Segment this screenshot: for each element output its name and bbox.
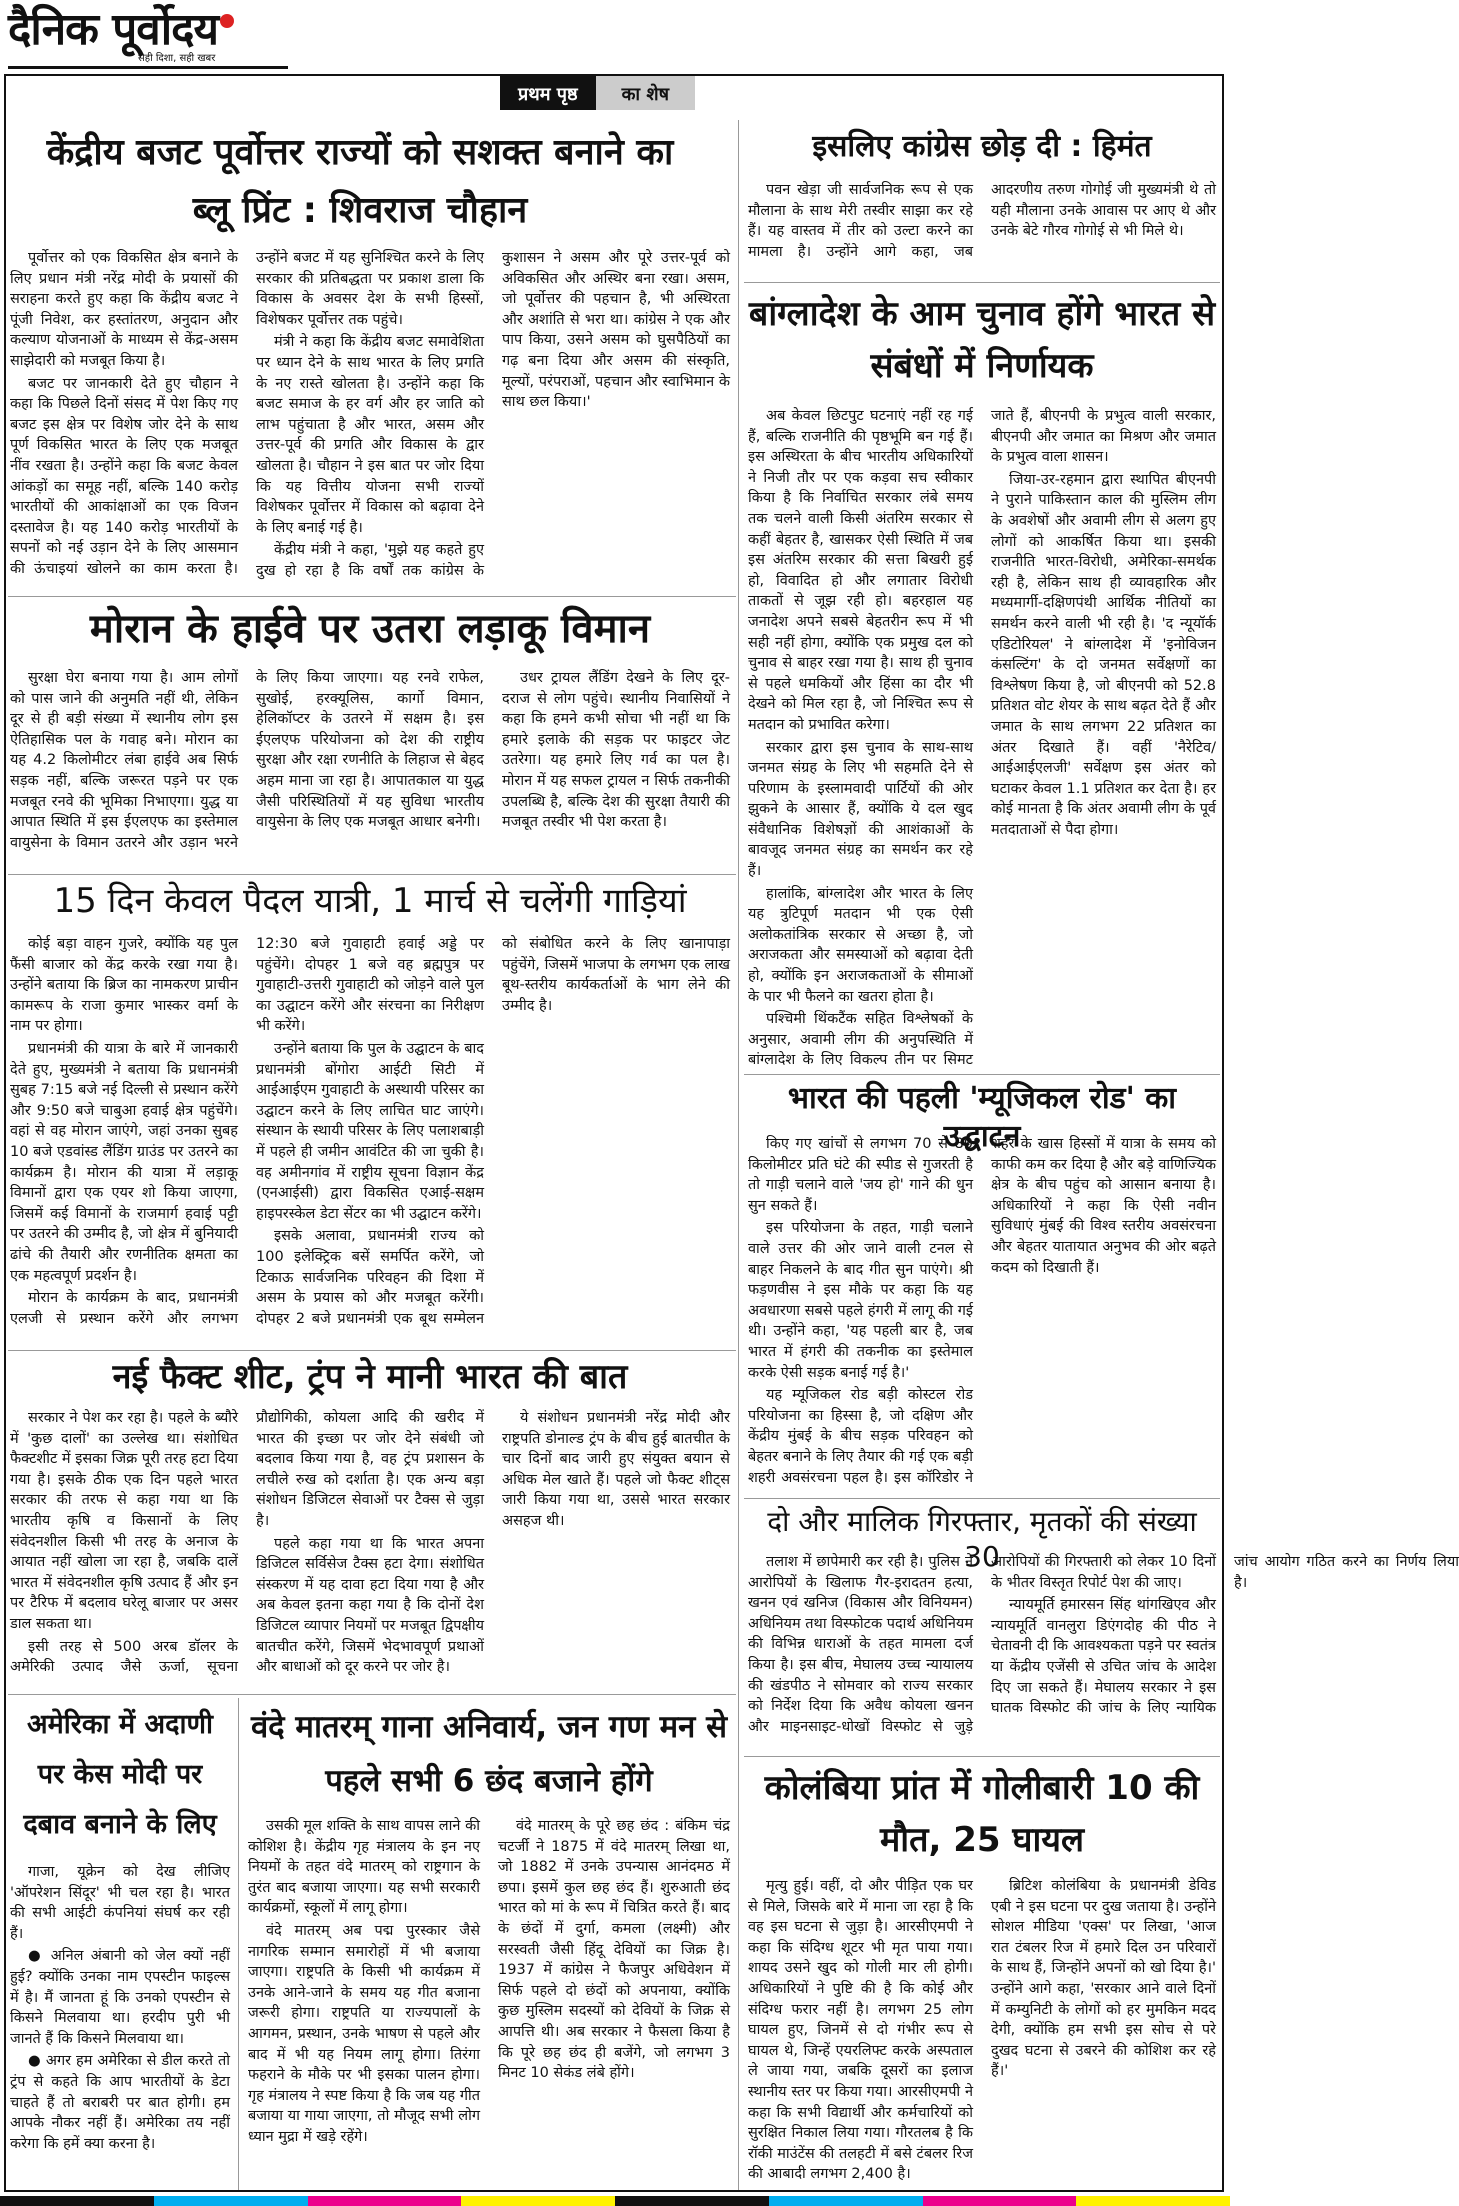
article-musical-road	[748, 1134, 1216, 1494]
paragraph: तलाश में छापेमारी कर रही है। पुलिस ने आरोपियों के खिलाफ गैर-इरादतन हत्या, खनन एवं खनिज (विकास और विनियमन) अधिनियम तथा विस्फोटक पदार्थ अधिनियम की विभिन्न धाराओं के तहत मामला दर्ज किया है। इस बीच, मेघालय उच्च न्यायालय की खंडपीठ ने सोमवार को राज्य सरकार को निर्देश दिया कि अवैध कोयला खनन और माइनसाइट-धोखों विस्फोट से जुड़े आरोपियों की गिरफ्तारी को लेकर 10 दिनों के भीतर विस्तृत रिपोर्ट पेश की जाए।	[748, 1554, 1216, 1735]
section-divider	[8, 1694, 736, 1695]
paragraph: मंत्री ने कहा कि केंद्रीय बजट समावेशिता पर ध्यान देने के साथ भारत के लिए प्रगति के नए रास्ते खोलता है। उन्होंने कहा कि बजट समाज के हर वर्ग और हर जाति को लाभ पहुंचाता है और भारत, असम और उत्तर-पूर्व की प्रगति और विकास के द्वार खोलता है। चौहान ने इस बात पर जोर दिया कि यह वित्तीय योजना सभी राज्यों विशेषकर पूर्वोत्तर में विकास को बढ़ावा देने के लिए बनाई गई है।	[256, 334, 484, 536]
article-arrests	[748, 1552, 1459, 1752]
article-budget	[10, 248, 730, 592]
section-divider	[744, 282, 1220, 283]
paragraph: उधर ट्रायल लैंडिंग देखने के लिए दूर-दराज से लोग पहुंचे। स्थानीय निवासियों ने कहा कि हमने कभी सोचा भी नहीं था कि हमारे इलाके की सड़क पर फाइटर जेट उतरेगा। यह हमारे लिए गर्व का पल है। मोरान में यह सफल ट्रायल न सिर्फ तकनीकी उपलब्धि है, बल्कि देश की सुरक्षा तैयारी की मजबूत तस्वीर भी पेश करता है।	[502, 670, 730, 831]
paragraph: ये संशोधन प्रधानमंत्री नरेंद्र मोदी और राष्ट्रपति डोनाल्ड ट्रंप के बीच हुई बातचीत के चार दिनों बाद जारी हुए संयुक्त बयान से अधिक मेल खाते हैं। पहले जो फैक्ट शीट्स जारी किया गया था, उससे भारत सरकार असहज थी।	[502, 1410, 730, 1529]
article-vande-mataram	[248, 1816, 730, 2188]
section-divider	[744, 1756, 1220, 1757]
paragraph: पहले कहा गया था कि भारत अपना डिजिटल सर्विसेज टैक्स हटा देगा। संशोधित संस्करण में यह दावा हटा दिया गया है और अब केवल इतना कहा गया है कि दोनों देश डिजिटल व्यापार नियमों पर मजबूत द्विपक्षीय बातचीत करेंगे, जिसमें भेदभावपूर्ण प्रथाओं और बाधाओं को दूर करने पर जोर है।	[256, 1535, 484, 1676]
paragraph: इस परियोजना के तहत, गाड़ी चलाने वाले उत्तर की ओर जाने वाली टनल से बाहर निकलने के बाद गीत सुन पाएंगे। श्री फड़णवीस ने इस मौके पर कहा कि यह अवधारणा सबसे पहले हंगरी में लागू की गई थी। उन्होंने कहा, 'यह पहली बार है, जब भारत में हंगरी की तकनीक का इस्तेमाल करके ऐसी सड़क बनाई गई है।'	[748, 1220, 973, 1381]
paragraph: केंद्रीय मंत्री ने कहा, 'मुझे यह कहते हुए दुख हो रहा है कि वर्षों तक कांग्रेस के कुशासन ने असम और पूरे उत्तर-पूर्व को अविकसित और अस्थिर बना रखा। असम, जो पूर्वोत्तर की पहचान है, भी अस्थिरता और अशांति से भरा था। कांग्रेस ने एक और पाप किया, उसने असम को घुसपैठियों का गढ़ बना दिया और असम की संस्कृति, मूल्यों, परंपराओं, पहचान और स्वाभिमान के साथ छल किया।'	[256, 250, 730, 579]
headline-moran: मोरान के हाईवे पर उतरा लड़ाकू विमान	[89, 606, 651, 652]
paragraph: किए गए खांचों से लगभग 70 से 80 किलोमीटर प्रति घंटे की स्पीड से गुजरती है तो गाड़ी चलाने वाले 'जय हो' गाने की धुन सुन सकते हैं।	[748, 1136, 973, 1214]
paragraph: मोरान के कार्यक्रम के बाद, प्रधानमंत्री एलजी से प्रस्थान करेंगे और लगभग 12:30 बजे गुवाहाटी हवाई अड्डे पर पहुंचेंगे। दोपहर 1 बजे वह ब्रह्मपुत्र पर गुवाहाटी-उत्तरी गुवाहाटी को जोड़ने वाले पुल का उद्घाटन करेंगे और संरचना का निरीक्षण भी करेंगे।	[10, 936, 484, 1327]
paragraph: उन्होंने बताया कि पुल के उद्घाटन के बाद प्रधानमंत्री बोंगोरा आईटी सिटी में आईआईएम गुवाहाटी के अस्थायी परिसर का उद्घाटन करने के लिए लाचित घाट जाएंगे। संस्थान के स्थायी परिसर के लिए पलाशबाड़ी में पहले ही जमीन आवंटित की जा चुकी है। वह अमीनगांव में राष्ट्रीय सूचना विज्ञान केंद्र (एनआईसी) द्वारा विकसित एआई-सक्षम हाइपरस्केल डेटा सेंटर का भी उद्घाटन करेंगे।	[256, 1040, 484, 1222]
headline-musical-road: भारत की पहली 'म्यूजिकल रोड' का उद्घाटन	[787, 1081, 1177, 1154]
paragraph: पवन खेड़ा जी सार्वजनिक रूप से एक मौलाना के साथ मेरी तस्वीर साझा कर रहे हैं। यह वास्तव में तीर को उल्टा करने का मामला है। उन्होंने आगे कहा, जब आदरणीय तरुण गोगोई जी मुख्यमंत्री थे तो यही मौलाना उनके आवास पर आए थे और उनके बेटे गौरव गोगोई से भी मिले थे।	[748, 182, 1216, 260]
paragraph: न्यायमूर्ति हमारसन सिंह थांगखिएव और न्यायमूर्ति वानलुरा डिएंगदोह की पीठ ने चेतावनी दी कि आवश्यकता पड़ने पर स्वतंत्र या केंद्रीय एजेंसी से उचित जांच के आदेश दिए जा सकते हैं। मेघालय सरकार ने इस घातक विस्फोट की जांच के लिए न्यायिक जांच आयोग गठित करने का निर्णय लिया है।	[991, 1554, 1459, 1717]
paragraph: जिया-उर-रहमान द्वारा स्थापित बीएनपी ने पुराने पाकिस्तान काल की मुस्लिम लीग के अवशेषों और अवामी लीग से अलग हुए लोगों को आकर्षित किया था। इसकी राजनीति भारत-विरोधी, अमेरिका-समर्थक रही है, लेकिन साथ ही व्यावहारिक और मध्यमार्गी-दक्षिणपंथी आर्थिक नीतियों का समर्थन करने वाली भी रही है। 'द न्यूयॉर्क एडिटोरियल' ने बांग्लादेश में 'इनोविजन कंसल्टिंग' के दो जनमत सर्वेक्षणों का विश्लेषण किया है, जो बीएनपी को 52.8 प्रतिशत वोट शेयर के साथ बढ़त देते हैं और जमात के साथ लगभग 22 प्रतिशत का अंतर दिखाते हैं। वहीं 'नैरेटिव/आईआईएलजी' सर्वेक्षण इस अंतर को घटाकर केवल 1.1 प्रतिशत कर देता है। हर कोई मानता है कि अंतर अवामी लीग के पूर्व मतदाताओं से पैदा होगा।	[991, 471, 1216, 838]
paragraph: बजट पर जानकारी देते हुए चौहान ने कहा कि पिछले दिनों संसद में पेश किए गए बजट इस क्षेत्र पर विशेष जोर देने के साथ पूर्ण विकसित भारत के लिए एक मजबूत नींव रखता है। उन्होंने कहा कि बजट केवल आंकड़ों का समूह नहीं, बल्कि 140 करोड़ भारतीयों की आकांक्षाओं का एक विजन दस्तावेज है। यह 140 करोड़ भारतीयों के सपनों को नई उड़ान देने के लिए आसमान की ऊंचाइयां खोलने का काम करता है। उन्होंने बजट में यह सुनिश्चित करने के लिए सरकार की प्रतिबद्धता पर प्रकाश डाला कि विकास के अवसर देश के सभी हिस्सों, विशेषकर पूर्वोत्तर तक पहुंचे।	[10, 250, 484, 577]
article-bangladesh	[748, 406, 1216, 1072]
masthead-logo: दैनिक पूर्वोदय	[8, 6, 608, 54]
masthead	[8, 6, 608, 70]
paragraph: गाजा, यूक्रेन को देख लीजिए 'ऑपरेशन सिंदूर' भी चल रहा है। भारत की सभी आईटी कंपनियां संघर्ष कर रही हैं।	[10, 1864, 230, 1942]
article-pedestrian	[10, 934, 730, 1346]
section-divider	[8, 596, 736, 597]
paragraph: पूर्वोत्तर को एक विकसित क्षेत्र बनाने के लिए प्रधान मंत्री नरेंद्र मोदी के प्रयासों की सराहना करते हुए कहा कि केंद्रीय बजट ने पूंजी निवेश, कर हस्तांतरण, अनुदान और कल्याण योजनाओं के माध्यम से केंद्र-असम साझेदारी को मजबूत किया है।	[10, 250, 238, 369]
headline-pedestrian: 15 दिन केवल पैदल यात्री, 1 मार्च से चलेंगी गाड़ियां	[53, 881, 687, 921]
paragraph: वंदे मातरम् के पूरे छह छंद : बंकिम चंद्र चटर्जी ने 1875 में वंदे मातरम् लिखा था, जो 1882 में उनके उपन्यास आनंदमठ में छपा। इसमें कुल छह छंद हैं। शुरुआती छंद भारत को मां के रूप में चित्रित करते हैं। बाद के छंदों में दुर्गा, कमला (लक्ष्मी) और सरस्वती जैसी हिंदू देवियों का जिक्र है। 1937 में कांग्रेस ने फैजपुर अधिवेशन में सिर्फ पहले दो छंदों को अपनाया, क्योंकि कुछ मुस्लिम सदस्यों को देवियों के जिक्र से आपत्ति थी। अब सरकार ने फैसला किया है कि पूरे छह छंद ही बजेंगे, जो लगभग 3 मिनट 10 सेकंड लंबे होंगे।	[498, 1818, 730, 2082]
article-colombia	[748, 1876, 1216, 2188]
paragraph: इसी तरह से 500 अरब डॉलर के अमेरिकी उत्पाद जैसे ऊर्जा, सूचना प्रौद्योगिकी, कोयला आदि की खरीद में भारत की इच्छा पर जोर देने संबंधी जो बदलाव किया गया है, वह ट्रंप प्रशासन के लचीले रुख को दर्शाता है। एक अन्य बड़ा संशोधन डिजिटल सेवाओं पर टैक्स से जुड़ा है।	[10, 1410, 484, 1676]
section-divider	[8, 874, 736, 875]
headline-himanta: इसलिए कांग्रेस छोड़ दी : हिमंत	[812, 129, 1152, 164]
headline-bangladesh: बांग्लादेश के आम चुनाव होंगे भारत से संबंधों में निर्णायक	[748, 294, 1216, 386]
tab-front-page[interactable]: प्रथम पृष्ठ	[500, 76, 596, 110]
masthead-rule	[8, 66, 288, 69]
paragraph: इसके अलावा, प्रधानमंत्री राज्य को 100 इलेक्ट्रिक बसें समर्पित करेंगे, जो टिकाऊ सार्वजनिक परिवहन की दिशा में असम के प्रयास को और मजबूत करेंगी। दोपहर 2 बजे प्रधानमंत्री एक बूथ सम्मेलन को संबोधित करने के लिए खानापाड़ा पहुंचेंगे, जिसमें भाजपा के लगभग एक लाख बूथ-स्तरीय कार्यकर्ताओं के भाग लेने की उम्मीद है।	[256, 936, 730, 1327]
section-divider	[744, 1074, 1220, 1075]
paragraph: ● अगर हम अमेरिका से डील करते तो ट्रंप से कहते कि आप भारतीयों के डेटा चाहते हैं तो बराबरी पर बात होगी। हम आपके नौकर नहीं हैं। अमेरिका तय नहीं करेगा कि हमें क्या करना है।	[10, 2053, 230, 2152]
paragraph: वंदे मातरम् अब पद्म पुरस्कार जैसे नागरिक सम्मान समारोहों में भी बजाया जाएगा। राष्ट्रपति के किसी भी कार्यक्रम में उनके आने-जाने के समय यह गीत बजाना जरूरी होगा। राष्ट्रपति या राज्यपालों के आगमन, प्रस्थान, उनके भाषण से पहले और बाद में भी यह नियम लागू होगा। तिरंगा फहराने के मौके पर भी इसका पालन होगा। गृह मंत्रालय ने स्पष्ट किया है कि जब यह गीत बजाया या गाया जाएगा, तो मौजूद सभी लोग ध्यान मुद्रा में खड़े रहेंगे।	[248, 1922, 480, 2145]
paragraph: कोई बड़ा वाहन गुजरे, क्योंकि यह पुल फैंसी बाजार को केंद्र करके रखा गया है। उन्होंने बताया कि ब्रिज का नामकरण प्राचीन कामरूप के राजा कुमार भास्कर वर्मा के नाम पर होगा।	[10, 936, 238, 1035]
paragraph: अब केवल छिटपुट घटनाएं नहीं रह गई हैं, बल्कि राजनीति की पृष्ठभूमि बन गई हैं। इस अस्थिरता के बीच भारतीय अधिकारियों ने निजी तौर पर एक कड़वा सच स्वीकार किया है कि निर्वाचित सरकार लंबे समय तक चलने वाली किसी अंतरिम सरकार से कहीं बेहतर है, खासकर ऐसी स्थिति में जब इस अंतरिम सरकार की सत्ता बिखरी हुई हो, विवादित हो और लगातार विरोधी ताकतों से जूझ रही हो। बहरहाल यह जनादेश अपने सबसे बेहतरीन रूप में भी सही नहीं होगा, क्योंकि एक प्रमुख दल को चुनाव से बाहर रखा गया है। साथ ही चुनाव से पहले धमकियों और हिंसा का दौर भी देखने को मिल रहा है, जो निश्चित रूप से मतदान को प्रभावित करेगा।	[748, 408, 973, 733]
article-himanta	[748, 180, 1216, 280]
headline-colombia: कोलंबिया प्रांत में गोलीबारी 10 की मौत, 25 घायल	[764, 1768, 1200, 1860]
headline-trade: नई फैक्ट शीट, ट्रंप ने मानी भारत की बात	[112, 1357, 628, 1397]
article-moran	[10, 668, 730, 872]
logo-dot-icon	[220, 14, 234, 28]
article-adani	[10, 1862, 230, 2188]
headline-vande-mataram: वंदे मातरम् गाना अनिवार्य, जन गण मन से पहले सभी 6 छंद बजाने होंगे	[250, 1709, 728, 1799]
paragraph: प्रधानमंत्री की यात्रा के बारे में जानकारी देते हुए, मुख्यमंत्री ने बताया कि प्रधानमंत्री सुबह 7:15 बजे नई दिल्ली से प्रस्थान करेंगे और 9:50 बजे चाबुआ हवाई क्षेत्र पहुंचेंगे। वहां से वह मोरान जाएंगे, जहां उनका सुबह 10 बजे एडवांस्ड लैंडिंग ग्राउंड पर उतरने का कार्यक्रम है। मोरान की यात्रा में लड़ाकू विमानों द्वारा एक एयर शो किया जाएगा, जिसमें कई विमानों के राजमार्ग हवाई पट्टी पर उतरने की उम्मीद है, जो क्षेत्र में बुनियादी ढांचे की तैयारी और रणनीतिक क्षमता का एक महत्वपूर्ण प्रदर्शन है।	[10, 1040, 238, 1284]
paragraph: उसकी मूल शक्ति के साथ वापस लाने की कोशिश है। केंद्रीय गृह मंत्रालय के इन नए नियमों के तहत वंदे मातरम् को राष्ट्रगान के तुरंत बाद बजाया जाएगा। यह सभी सरकारी कार्यक्रमों, स्कूलों में लागू होगा।	[248, 1818, 480, 1917]
column-divider	[238, 1698, 239, 2190]
headline-adani: अमेरिका में अदाणी पर केस मोदी पर दबाव बनाने के लिए	[23, 1709, 217, 1840]
article-trade	[10, 1408, 730, 1690]
paragraph: हालांकि, बांग्लादेश और भारत के लिए यह त्रुटिपूर्ण मतदान भी एक ऐसी अलोकतांत्रिक सरकार से अच्छा है, जो अराजकता और समस्याओं को बढ़ावा देती हो, क्योंकि इन अराजकताओं के सीमाओं के पार भी फैलने का खतरा होता है।	[748, 885, 973, 1005]
section-divider	[8, 1350, 736, 1351]
masthead-tagline: सही दिशा, सही खबर	[138, 53, 216, 64]
paragraph: यह म्यूजिकल रोड बड़ी कोस्टल रोड परियोजना का हिस्सा है, जो दक्षिण और केंद्रीय मुंबई के बीच सड़क परिवहन को बेहतर बनाने के लिए तैयार की गई एक बड़ी शहरी अवसंरचना पहल है। इस कॉरिडोर ने शहर के खास हिस्सों में यात्रा के समय को काफी कम कर दिया है और बड़े वाणिज्यिक क्षेत्र के बीच पहुंच को आसान बनाया है। अधिकारियों ने कहा कि ऐसी नवीन सुविधाएं मुंबई की विश्व स्तरीय अवसंरचना और बेहतर यातायात अनुभव की ओर बढ़ते कदम को दिखाती हैं।	[748, 1136, 1216, 1486]
section-divider	[744, 1498, 1220, 1499]
registration-color-bar	[0, 2196, 1230, 2206]
paragraph: मृत्यु हुई। वहीं, दो और पीड़ित एक घर से मिले, जिसके बारे में माना जा रहा है कि वह इस घटना से जुड़ा है। आरसीएमपी ने कहा कि संदिग्ध शूटर भी मृत पाया गया। शायद उसने खुद को गोली मार ली होगी। अधिकारियों ने पुष्टि की है कि कोई और संदिग्ध फरार नहीं है। लगभग 25 लोग घायल हुए, जिनमें से दो गंभीर रूप से घायल थे, जिन्हें एयरलिफ्ट करके अस्पताल ले जाया गया, जबकि दूसरों का इलाज स्थानीय स्तर पर किया गया। आरसीएमपी ने कहा कि सभी विद्यार्थी और कर्मचारियों को सुरक्षित निकाल लिया गया। गौरतलब है कि रॉकी माउंटेंस की तलहटी में बसे टंबलर रिज की आबादी लगभग 2,400 है।	[748, 1878, 973, 2183]
tab-continued[interactable]: का शेष	[596, 76, 695, 110]
column-divider	[738, 120, 739, 2190]
paragraph: ब्रिटिश कोलंबिया के प्रधानमंत्री डेविड एबी ने इस घटना पर दुख जताया है। उन्होंने सोशल मीडिया 'एक्स' पर लिखा, 'आज रात टंबलर रिज में हमारे दिल उन परिवारों के साथ हैं, जिन्होंने अपनों को खो दिया है।' उन्होंने आगे कहा, 'सरकार आने वाले दिनों में कम्युनिटी के लोगों को हर मुमकिन मदद देगी, क्योंकि हम सभी इस सोच से परे दुखद घटना से उबरने की कोशिश कर रहे हैं।'	[991, 1878, 1216, 2080]
paragraph: सरकार ने पेश कर रहा है। पहले के ब्यौरे में 'कुछ दालों' का उल्लेख था। संशोधित फैक्टशीट में इसका जिक्र पूरी तरह हटा दिया गया है। इसके ठीक एक दिन पहले भारत सरकार की तरफ से कहा गया था कि भारतीय कृषि व किसानों के लिए संवेदनशील किसी भी तरह के अनाज के आयात नहीं खोला जा रहा है, जबकि दालें भारत में संवेदनशील कृषि उत्पाद हैं और इन पर टैरिफ में बदलाव घरेलू बाजार पर असर डाल सकता था।	[10, 1410, 238, 1632]
paragraph: पश्चिमी थिंकटैंक सहित विश्लेषकों के अनुसार, अवामी लीग की अनुपस्थिति में बांग्लादेश के लिए विकल्प तीन पर सिमट जाते हैं, बीएनपी के प्रभुत्व वाली सरकार, बीएनपी और जमात का मिश्रण और जमात के प्रभुत्व वाला शासन।	[748, 408, 1216, 1069]
headline-arrests: दो और मालिक गिरफ्तार, मृतकों की संख्या 30	[767, 1505, 1197, 1573]
paragraph: सुरक्षा घेरा बनाया गया है। आम लोगों को पास जाने की अनुमति नहीं थी, लेकिन दूर से ही बड़ी संख्या में स्थानीय लोग इस ऐतिहासिक पल के गवाह बने। मोरान का यह 4.2 किलोमीटर लंबा हाईवे अब सिर्फ सड़क नहीं, बल्कि जरूरत पड़ने पर एक मजबूत रनवे की भूमिका निभाएगा। युद्ध या आपात स्थिति में इस ईएलएफ का इस्तेमाल वायुसेना के विमान उतरने और उड़ान भरने के लिए किया जाएगा। यह रनवे राफेल, सुखोई, हरक्यूलिस, कार्गो विमान, हेलिकॉप्टर के उतरने में सक्षम है। इस ईएलएफ परियोजना को देश की राष्ट्रीय सुरक्षा और रक्षा रणनीति के लिहाज से बेहद अहम माना जा रहा है। आपातकाल या युद्ध जैसी परिस्थितियों में यह सुविधा भारतीय वायुसेना के लिए एक मजबूत आधार बनेगी।	[10, 670, 484, 851]
headline-budget: केंद्रीय बजट पूर्वोत्तर राज्यों को सशक्त बनाने का ब्लू प्रिंट : शिवराज चौहान	[46, 132, 674, 231]
section-tabs	[500, 76, 695, 110]
paragraph: सरकार द्वारा इस चुनाव के साथ-साथ जनमत संग्रह के लिए भी सहमति देने से परिणाम के इस्लामवादी पार्टियों की ओर झुकने के आसार हैं, क्योंकि ये दल खुद संवैधानिक विशेषज्ञों की आशंकाओं के बावजूद जनमत संग्रह का समर्थन कर रहे हैं।	[748, 739, 973, 880]
paragraph: ● अनिल अंबानी को जेल क्यों नहीं हुई? क्योंकि उनका नाम एपस्टीन फाइल्स में है। मैं जानता हूं कि उनको एपस्टीन से किसने मिलवाया था। हरदीप पुरी भी जानते हैं कि किसने मिलवाया था।	[10, 1948, 230, 2047]
